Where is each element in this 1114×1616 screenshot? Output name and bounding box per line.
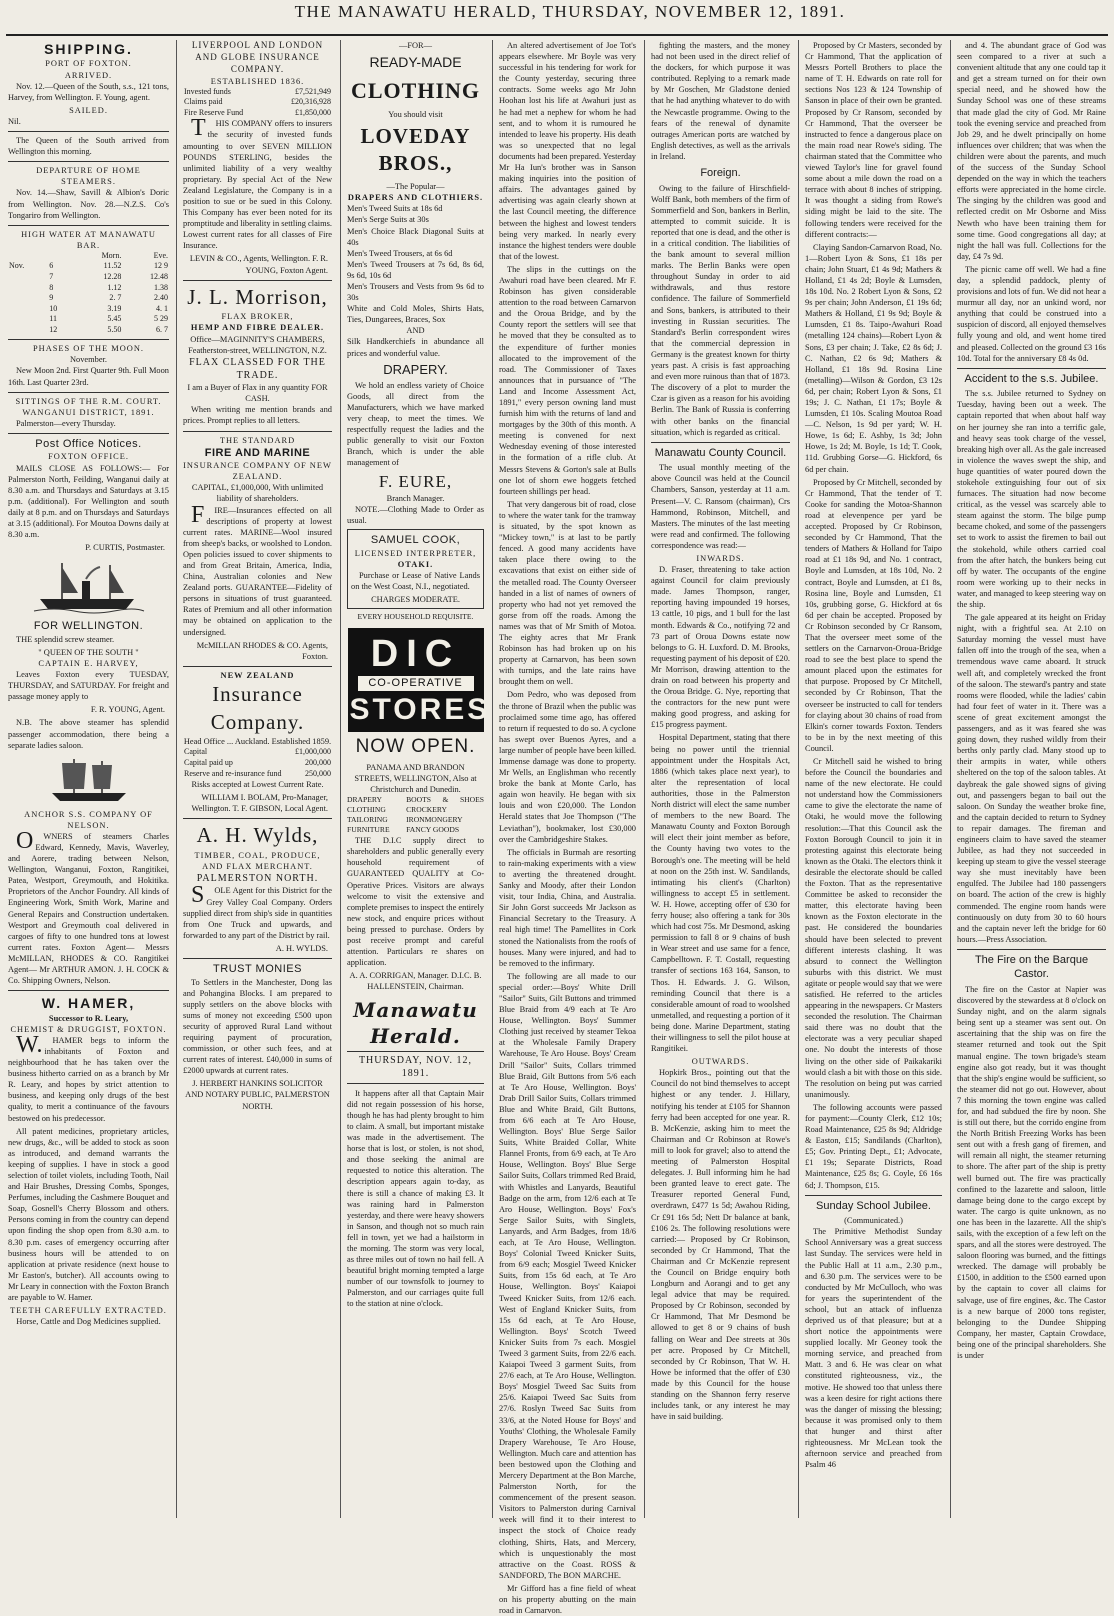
trust-monies-heading: TRUST MONIES <box>183 958 332 977</box>
liverpool-text: THIS COMPANY offers to insurers the security of invested funds amounting to over SEVEN MILLION POUNDS STERLING, besides the unlimited liability of a very wealthy proprietary. By special Act of the New Zealand Legislature, the Company is in a position to sue or be sued in this Colony. This Company has ever been noted for its promptitude and liberality in settling claims. Lowest current rates for all classes of Fire Insurance. <box>183 115 332 251</box>
foreign-text: Owing to the failure of Hirschfield-Wolff Bank, both members of the firm of Sommerfield and Son, bankers in Berlin, attempted to commit suicide. It is reported that one is dead, and the other is in a critical condition. The liabilities of the bank amount to several million marks. The Berlin Banks were open throughout Sunday in order to aid withdrawals, and thus restore confidence. The failure of Sommerfield and Sons, bankers, is attributed to their investing in Russian securities. The Standard's Berlin correspondent wires that the commercial depression in Germany is the greatest known for thirty years past. A crisis is fast approaching and even more ruinous than that of 1873. The discovery of a plot to murder the Czar is given as a reason for his avoiding Berlin. The Bank of Russia is conferring with other banks on the financial situation, which is regarded as critical. <box>651 183 790 437</box>
county-council-heading: Manawatu County Council. <box>651 442 790 461</box>
herald-nameplate: Manawatu Herald. <box>353 997 478 1048</box>
moon-heading: PHASES OF THE MOON. <box>8 339 169 354</box>
morrison-sub: FLAX BROKER, <box>221 312 294 322</box>
list-item: Men's Tweed Suits at 18s 6d <box>347 204 443 214</box>
dic-address: PANAMA AND BRANDON STREETS, WELLINGTON, Also at Christchurch and Dunedin. <box>354 762 477 795</box>
rm-court-heading: SITTINGS OF THE R.M. COURT. <box>8 392 169 407</box>
list-item: Silk Handkerchiefs in abundance all prices and wonderful value. <box>347 337 484 358</box>
liverpool-signature: LEVIN & CO., Agents, Wellington. F. R. YOUNG, Foxton Agent. <box>189 254 328 275</box>
header-rule <box>6 34 1108 36</box>
hamer-successor: Successor to R. Leary, <box>48 1013 129 1023</box>
table-row: 9 2. 7 2.40 <box>49 293 168 303</box>
list-item: Men's Serge Suits at 30s <box>347 215 429 225</box>
wylds-sub-2: PALMERSTON NORTH. <box>196 873 319 885</box>
shipping-heading: SHIPPING. <box>44 41 133 57</box>
sunday-school-heading: Sunday School Jubilee. <box>805 1195 942 1214</box>
sailed-nil: Nil. <box>8 116 21 126</box>
queen-note: The Queen of the South arrived from Wellington this morning. <box>8 131 169 157</box>
table-row: Reserve and re-insurance fund 250,000 <box>184 768 331 778</box>
nz-insurance-sub: Insurance Company. <box>210 681 305 734</box>
dic-logo-letters: DIC <box>370 633 461 676</box>
for-wellington-signature: F. R. YOUNG, Agent. <box>90 705 165 715</box>
drapers-label: DRAPERS AND CLOTHIERS. <box>347 193 484 203</box>
post-office-sub: FOXTON OFFICE. <box>48 452 129 462</box>
dic-text: THE D.I.C supply direct to shareholders and public generally every household requirement of GUARANTEED QUALITY at Co-Operative Prices. Visitors are always welcome to visit the extensive and complete premises to inspect the entirely new stock, and enquire prices without being pressed to purchase. Orders by post receive prompt and careful attention. Particulars re shares on application. <box>347 836 484 968</box>
table-row: 12 5.50 6. 7 <box>49 324 168 334</box>
column-5 <box>644 40 796 1518</box>
dic-logo-stores: STORES <box>349 692 491 726</box>
jubilee-accident-heading: Accident to the s.s. Jubilee. <box>957 368 1106 387</box>
wylds-signature: A. H. WYLDS. <box>275 943 328 953</box>
samuel-cook-sub: LICENSED INTERPRETER, <box>354 548 477 558</box>
morrison-flax: FLAX CLASSED FOR THE TRADE. <box>189 356 326 381</box>
morrison-sub-2: HEMP AND FIBRE DEALER. <box>190 323 325 333</box>
wylds-sub: TIMBER, COAL, PRODUCE, AND FLAX MERCHANT. <box>194 851 321 872</box>
nz-insurance-text: Risks accepted at Lowest Current Rate. <box>191 780 324 790</box>
nz-insurance-head-office: Head Office ... Auckland. Established 1859. <box>183 737 332 747</box>
morrison-buyer: I am a Buyer of Flax in any quantity FOR CASH. <box>187 383 328 404</box>
council-text-3: Proposed by Cr Mitchell, seconded by Cr Hammond, That the tender of T. Cooke for sanding the Motoa-Shannon road at elevenpence per yard be accepted. Proposed by Cr Robinson, seconded by Cr Hammond, That the tenders of Mathers & Holland for Taipo road at £1 18s 9d, and No. 1 contract, Boyle and Lumsden, at 18s 10d, No. 2 contract, Boyle and Lumsden, at £1 8s, Rosina line, Boyle and Lumsden, £1 10s, grubbing gorse, G. Hickford at 6s 6d per chain be accepted. Proposed by Cr Robinson seconded by Cr Ransom, That the overseer meet some of the settlers on the Carnarvon-Oroua-Bridge road to see the best place to spend the amount placed upon the estimates for that purpose. Proposed by Cr Mitchell, seconded by Cr Robinson, That the overseer be instructed to call for tenders for claying about 30 chains of road from Elkin's corner towards Foxton. Tenders to be in by the next meeting of this Council. <box>805 477 942 753</box>
hamer-text: W.HAMER begs to inform the inhabitants of Foxton and neighbourhood that he has taken over the business hitherto carried on as a branch by Mr R. Leary, and hopes by strict attention to business, and keeping only drugs of the best quality, to merit a continuance of the favours bestowed on his predecessor. <box>8 1031 169 1123</box>
sailing-ship-illustration <box>44 757 134 805</box>
high-water-heading: HIGH WATER AT MANAWATU BAR. <box>8 225 169 251</box>
high-water-table <box>8 251 169 335</box>
inwards-label: INWARDS. <box>696 553 745 563</box>
council-text-1: Proposed by Cr Masters, seconded by Cr Hammond, That the application of Messrs Portell Brothers to place the name of T. H. Edwards on rate roll for sections Nos 123 & 124 Township of Sanson in place of their own be granted. Proposed by Cr Ransom, seconded by Cr Hammond, That the overseer be instructed to fence a dangerous place on the main road near Rowe's siding. The chairman stated that the Committee who viewed Taylor's line for gravel found some about a mile down the road on a terrace with about 8 inches of stripping. It was thought a siding from Rowe's siding might be laid to the site. The following tenders were received for the different contracts:— <box>805 41 942 239</box>
table-row: Fire Reserve Fund £1,850,000 <box>184 107 331 117</box>
local-news-1: An altered advertisement of Joe Tot's appears elsewhere. Mr Boyle was very successful in his tendering for work for the County yesterday, securing three contracts. Some weeks ago Mr John Hoohan lost his life at Awahuri just as he had met a nephew for whom he had sent, and to whom it is rumoured he intended to leave his property. His death was so unexpected that no legal documents had been prepared. Yesterday Mr Ha Iun's brother was in Sanson making inquiries into the position of affairs. The advantages gained by advertising was again clearly shown at the last Council meeting, the difference between the highest and lowest tenders being very marked. In nearly every instance the highest tenders were double that of the lowest. <box>499 41 636 261</box>
departure-text: Nov. 14.—Shaw, Savill & Albion's Doric from Wellington. Nov. 28.—N.Z.S. Co's Tongariro from Wellington. <box>8 188 169 220</box>
sailed-label: SAILED. <box>69 105 108 115</box>
council-tenders: Claying Sandon-Carnarvon Road, No. 1—Robert Lyon & Sons, £1 18s per chain; John Stuart, £1 4s 9d; Mathers & Holland, £1 4s 2d; Boyle & Lumsden, 18s 10d. No. 2 Robert Lyon & Sons, £2 9s per chain; John Anderson, £1 19s 6d; Mathers & Holland, £1 9s 9d; Boyle & Lumsden, £1 8s. Taipo-Awahuri Road (metalling 124 chains)—Robert Lyon & Sons, £3 per chain; J. Take, £2 8s 6d; J. C. Nathan, £2 6s 9d; Mathers & Holland, £1 18s 9d. Rosina Line (metalling)—Wilson & Gordon, £3 12s 6d, per chain; Robert Lyon & Sons, £1 19s; J. C. Nathan, £1 17s; Boyle & Lumsden, £1 10s. Scaling Moutoa Road—C. Nelson, 1s 9d per yard; W. H. Howe, 1s 6d; E. Ashby, 1s 3d; John Howe, 1s 2d; M. Boyle, 1s 1d; T. Cook, 11d. Grubbing Gorse—G. Hickford, 6s 6d per chain. <box>805 242 942 474</box>
sunday-school-text: The Primitive Methodist Sunday School Anniversary was a great success last Sunday. The services were held in the Public Hall at 11 a.m., 2.30 p.m., and 6.30 p.m. The services were to be conducted by Mr McCulloch, who was for years the superintendent of the school, but an attack of influenza deprived us of that pleasure; but at a short notice the appointments were supplied locally. Mr Geoney took the morning service, and preached from Matt. 3 and 6. He was clear on what constituted righteousness, viz., the motive. He showed too that unless there was a keen desire for right actions there was the danger of missing the blessing; because it was promised only to them that hunger and thirst after righteousness. Mr McLean took the afternoon service and preached from Psalm 46 <box>805 1227 942 1470</box>
table-row: Nov. 6 11.52 12 9 <box>9 261 168 271</box>
nz-insurance-heading: NEW ZEALAND <box>183 666 332 681</box>
eure-sub: Branch Manager. <box>386 493 445 503</box>
drapery-heading: DRAPERY. <box>383 361 448 377</box>
liverpool-funds-table <box>183 87 332 119</box>
list-item: Men's Choice Black Diagonal Suits at 40s <box>347 226 484 247</box>
dic-categories <box>347 795 484 835</box>
hamer-heading: W. HAMER, <box>8 990 169 1012</box>
samuel-cook-heading: SAMUEL COOK, <box>370 534 461 547</box>
table-row: 11 5.45 5 29 <box>49 314 168 324</box>
now-open-heading: NOW OPEN. <box>355 735 476 757</box>
table-row: Capital £1,000,000 <box>184 747 331 757</box>
local-news-2: The slips in the cuttings on the Awahuri road have been cleared. Mr F. Robinson has given considerable attention to the road between Carnarvon and the Oroua Bridge, and by the County report the settlers will see that he moved that they be consulted as to the expenditure of further monies allocated to the improvement of the road. The Commissioner of Taxes announces that in pursuance of "The Land and Income Assessment Act, 1891," every person owning land must furnish him with the returns of land and mortgages by the 30th of this month. A meeting is convened for next Wednesday evening of those interested in the formation of a rifle club. At Messrs Stevens & Gorton's sale at Bulls one lot of shorn ewe hoggets fetched fourteen shillings per head. <box>499 264 636 496</box>
jubilee-accident-text-2: The gale appeared at its height on Friday night, with a frightful sea. At 2.10 on Saturday morning the vessel must have fallen off into the trough of the sea, when a tremendous wave came aboard. It struck well aft, and completely wrecked the front of the saloon. The steward's pantry and state rooms were flooded, while the ladies' cabin had four feet of water in it. There was a scene of great excitement amongst the passengers, and as it was feared she was going down, they rushed wildly from their berths only partly clad. Many stood up to their armpits in water, while others sheltered on the top of the saloon tables. At daybreak the gale showed signs of giving out, and passengers began to bail out the saloon. On Sunday the weather broke fine, and the captain decided to return to Sydney to repair damages. The fireman and engineers claim to have saved the steamer Jubilee, as had they not succeeded in keeping up steam to give the vessel steerage way she must inevitably have been engulfed. The Jubilee had 180 passengers on board. The action of the crew is highly commended. The engine room hands were continuously on duty from 30 to 60 hours and the captain never left the bridge for 60 hours.—Press Association. <box>957 613 1106 944</box>
samuel-cook-place: OTAKI. <box>397 559 434 569</box>
standard-capital: CAPITAL, £1,000,000, With unlimited liability of shareholders. <box>191 483 324 504</box>
newspaper-header: THE MANAWATU HERALD, THURSDAY, NOVEMBER 12, 1891. <box>294 2 846 21</box>
popular-label: —The Popular— <box>386 182 445 192</box>
inwards-text-2: Hospital Department, stating that there being no power until the triennial appointment under the Hospitals Act, 1886 (which takes place next year), to alter the representation of local authorities, those in the Palmerston North district will elect the same number of members to the new Board. The Manawatu County and Foxton Borough will elect their joint member as before, the County having two votes to the Borough's one. The meeting will be held at noon on the 25th inst. W. Sandilands, intimating his client's (Charlton) willingness to accept £5 in settlement. W. H. Howe, accepting offer of £30 for ferry house; also offering a tank for 30s which had cost 75s. Mr Desmond, asking permission to fall 8 or 9 chains of bush in Wear street and use same for a fence, Campbelltown. F. T. Costall, requesting transfer of sections 163 164, Sanson, to Thos. H. Edwards. J. G. Wilson, reminding Council that there is a considerable amount of road to woolshed unmetalled, and requesting a portion of it being done. Marine Department, stating their willingness to sell the pilot house at Rangitikei. <box>651 733 790 1054</box>
post-office-signature: P. CURTIS, Postmaster. <box>85 543 165 553</box>
morrison-address: Office—MAGINNITY'S CHAMBERS, Featherston-street, WELLINGTON, N.Z. <box>188 334 327 355</box>
rm-court-text: Palmerston—every Thursday. <box>16 418 116 428</box>
port-heading: PORT OF FOXTON. <box>45 59 132 69</box>
hamer-trade: CHEMIST & DRUGGIST, FOXTON. <box>10 1024 167 1034</box>
eure-heading: F. EURE, <box>378 471 453 491</box>
liverpool-heading: LIVERPOOL AND LONDON AND GLOBE INSURANCE COMPANY. <box>191 40 324 74</box>
moon-text: New Moon 2nd. First Quarter 9th. Full Moon 16th. Last Quarter 23rd. <box>8 366 169 387</box>
local-news-4: Dom Pedro, who was deposed from the throne of Brazil when the public was proclaimed some time ago, has offered to return if requested to do so. A cyclone has swept over Buenos Ayres, and a large number of people have been killed. Immense damage was done to property. Mr Wells, an Englishman who recently broke the bank at Monte Carlo, has again won heavily. He began with six louis and won £20,000. The London Herald states that Joe Thompson ("The Leviathan"), bookmaker, lost £30,000 over the Cambridgeshire Stakes. <box>499 690 636 844</box>
local-news-6: The following are all made to our special order:—Boys' White Drill "Sailor" Suits, Gilt Buttons and trimmed Blue Braid from 4/9 each at Te Aro House, Wellington. Boys' Summer Clothing just received by steamer Tekoa at the Wholesale Family Drapery Warehouse, Te Aro House. Boys' Cream Drill "Sailor" Suits, Collars trimmed Blue Braid, Gilt Buttons from 5/6 each at Te Aro House, Wellington. Boys' Drab Drill Sailor Suits, Collars trimmed Blue and White Braid, Gilt Buttons, from 6/6 each at Te Aro House, Wellington. Boys' Blue Serge Sailor Suits, White Braided Collar, White Flannel Fronts, from 6/9 each, at Te Aro House, Wellington. Boys' Blue Serge Sailor Suits, Collars trimmed Red Braid, with Whistles and Lanyards, Beautiful Badge on the arm, from 12/6 each at Te Aro House, Wellington. Boys' Fox's Serge Sailor Suits, with Singlets, Lanyards, and Arm Badges, from 18/6 each, at Te Aro House, Wellington. Boys' Colonial Tweed Knicker Suits, from 6/9 each; Mosgiel Tweed Knicker Suits, from 15s 6d each, at Te Aro House, Wellington. Boys' Kaiapoi Tweed Knicker Suits, from 12/6 each. West of England Knicker Suits, from 15s 6d each, at Te Aro House, Wellington. Boys' Scotch Tweed Knicker Suits from 7s each. Mosgiel Tweed 3 garment Suits, from 22/6 each. Kaiapoi Tweed 3 garment Suits, from 27/6 each, at Te Aro House, Wellington. Boys' Mosgiel Tweed Sac Suits from 25/6. Kaiapoi Tweed Sac Suits from 27/6. Roslyn Tweed Sac Suits from 33/6, at the Noted House for Boys' and Youths' Clothing, the Wholesale Family Drapery Warehouse, Te Aro House, Wellington. Much care and attention has been bestowed upon the Clothing and Mercery Department at the Bon Marche, Palmerston North, for the commencement of the present season. Visitors to Palmerston during Carnival week will find it to their interest to inspect the stock of Choice ready clothing, Shirts, Hats, and Mercery, which is unquestionably the most attractive on the Coast. ROSS & SANDFORD, The BON MARCHE. <box>499 971 636 1580</box>
samuel-cook-ad <box>347 529 484 609</box>
list-item: White and Cold Moles, Shirts Hats, Ties, Dungarees, Braces, Sox <box>347 304 484 325</box>
sunday-school-sub: (Communicated.) <box>844 1216 903 1226</box>
for-wellington-body: Leaves Foxton every TUESDAY, THURSDAY, and SATURDAY. For freight and passage money apply to <box>8 670 169 702</box>
hamer-teeth: TEETH CAREFULLY EXTRACTED. <box>10 1306 167 1316</box>
clothing-note: NOTE.—Clothing Made to Order as usual. <box>347 505 484 526</box>
post-office-text: MAILS CLOSE AS FOLLOWS:— For Palmerston North, Feilding, Wanganui daily at 8.30 a.m. and Thursdays and Saturdays at 3.15 p.m. (additional). For Wellington and south daily at 8 p.m. and on Thursdays and Saturdays at 3.15 (additional). For Moutoa Downs daily at 8.30 a.m. <box>8 463 169 540</box>
for-wellington-note: N.B. The above steamer has splendid passenger accommodation, there being a separate ladies saloon. <box>8 718 169 750</box>
morrison-heading: J. L. Morrison, <box>183 280 332 312</box>
standard-sub: FIRE AND MARINE <box>204 446 311 459</box>
council-text-4: Cr Mitchell said he wished to bring before the Council the boundaries and name of the new electorate. He could not understand how the Commissioners came to give the electorate the name of Otaki, he would move the following resolution:—That this Council ask the Foxton Borough Council to join it in protesting against this electorate being known as the Otaki. The electors think it desirable the electorate should be called the Foxton. That as the representative Committee be asked to reconsider the matter, this electorate having been known as the Foxton electorate in the past. He considered the boundaries should have been selected to prevent different interests clashing. It was absurd to connect the Wellington suburbs with this district. We must agitate or people would say that we were satisfied. He referred to the articles appearing in the newspapers. Cr Masters seconded the resolution. The Chairman said there was no doubt that the electorate was a very peculiar shaped one. No doubt the interests of those living on the other side of Paikakariki would clash a bit with those on this side. The resolution on being put was carried unanimously. <box>805 757 942 1099</box>
local-news-7: Mr Gifford has a fine field of wheat on his property abutting on the main road in Carnarvon. <box>499 1583 636 1616</box>
outwards-label: OUTWARDS. <box>691 1057 750 1067</box>
dic-signature: A. A. CORRIGAN, Manager. D.I.C. B. HALLENSTEIN, Chairman. <box>349 971 482 992</box>
council-accounts: The following accounts were passed for payment:—County Clerk, £12 10s; Road Maintenance, £25 8s 9d; Aldridge & Easton, £15; Sandilands (Charlton), £5; Gov. Printing Dept., £1; Advocate, £1 19s; Separate Districts, Road Maintenance, £25 8s; G. Coyle, £6 16s 6d; J. Thompson, £15. <box>805 1102 942 1190</box>
column-6 <box>798 40 948 1518</box>
ship-name: " QUEEN OF THE SOUTH " <box>38 647 139 657</box>
arrived-label: ARRIVED. <box>64 70 113 80</box>
list-item: Men's Trousers and Vests from 9s 6d to 30s <box>347 281 484 303</box>
steamer-illustration <box>34 559 144 615</box>
trust-monies-text: To Settlers in the Manchester, Dong las and Pohangina Blocks. I am prepared to supply settlers on the above blocks with sums of money not exceeding £500 upon security of approved Rural Land without requiring payment of procuration, commission, or other such fees, and at current rates of interest. £40,000 in sums of £2000 upwards at current rates. <box>183 977 332 1076</box>
ready-made-label: READY-MADE <box>369 54 462 71</box>
clothing-list <box>347 203 484 358</box>
sunday-school-text-3: The picnic came off well. We had a fine day, a splendid paddock, plenty of provisions and lots of fun. We did not hear a murmur all day, nor an unkind word, nor anything that could be construed into a suspicion of discord, all enjoyed themselves fully young and old, and went home tired and pleased. Collected on the ground £3 16s 10d. Total for the anniversary £8 4s 0d. <box>957 264 1106 363</box>
arrived-text: Nov. 12.—Queen of the South, s.s., 121 tons, Harvey, from Wellington. F. Young, agent. <box>8 81 169 102</box>
list-item: AND <box>406 326 425 336</box>
issue-dateline: THURSDAY, NOV. 12, 1891. <box>347 1051 484 1083</box>
column-2 <box>176 40 338 1518</box>
dic-categories-left: DRAPERY CLOTHING TAILORING FURNITURE <box>347 795 390 835</box>
household-label: EVERY HOUSEHOLD REQUISITE. <box>357 612 474 622</box>
dic-categories-right: BOOTS & SHOES CROCKERY IRONMONGERY FANCY GOODS <box>406 795 484 835</box>
hamer-text-2: All patent medicines, proprietary articles, new drugs, &c., will be added to stock as soon as introduced, and demand warrants the keeping of supplies. I have in stock a good selection of toilet violets, including Tooth, Nail and Hair Brushes, Dressing Combs, Sponges, Perfumes, including the Cashmere Bouquet and Soap, Gosnell's Cherry Blossom and others. Persons coming in from the country can depend upon finding the shop open from 8.30 a.m. to 8.30 p.m. cases of emergency occurring after business hours will be attended to on application at private residence (next house to Mr Easton's, butcher). All accounts owing to Mr Leary in connection with the Foxton Branch are payable to W. Hamer. <box>8 1126 169 1303</box>
column-3 <box>340 40 490 1518</box>
county-council-intro: The usual monthly meeting of the above Council was held at the Council Chambers, Sanson, yesterday at 11 a.m. Present—V. C. Ransom (chairman), Crs Hammond, Robinson, Mitchell, and Masters. The minutes of the last meeting were read and confirmed. The following correspondence was read:— <box>651 463 790 550</box>
table-row: Capital paid up 200,000 <box>184 757 331 767</box>
wylds-heading: A. H. Wylds, <box>183 818 332 850</box>
loveday-heading: LOVEDAY BROS., <box>360 123 471 176</box>
dic-logo <box>348 628 491 732</box>
jubilee-accident-text: The s.s. Jubilee returned to Sydney on Tuesday, having been out a week. The captain reported that when about half way on her journey she ran into a terrific gale, and heavy seas took charge of the vessel, breaking high over all. As the gale increased in violence the waves swept the ship, and huge quantities of water poured down the stokehole extinguishing four out of six furnaces. The situation had now become critical, as the vessel was scarcely able to steam against the storm. The bilge pump became choked, and some of the passengers set to work to assist the firemen to bail out the stokehold, while others carried coal from the after hatch, the bunkers being cut off by water. The occupants of the engine room were working up to their necks in water, and managed to keep steering way on the ship. <box>957 389 1106 610</box>
page-columns <box>6 40 1110 1616</box>
cablegram-text-1: fighting the masters, and the money had not been used in the direct relief of the dockers, for which purpose it was contributed. Replying to a remark made by Mr Goschen, Mr Gladstone denied that he had anything whatever to do with the Newcastle programme. Owing to the fears of the renewal of dynamite outrages American ports are watched by English detectives, as well as the arrivals in Ireland. <box>651 41 790 161</box>
visit-label: You should visit <box>388 109 443 119</box>
table-row: 8 1.12 1.38 <box>49 282 168 292</box>
dic-logo-cooperative: CO-OPERATIVE <box>358 676 474 691</box>
drapery-text: We hold an endless variety of Choice Goods, all direct from the Manufacturers, which we have marked very cheap, to meet the times. We respectfully request the ladies and the public generally to visit our Foxton Branch, which is under the able management of <box>347 380 484 468</box>
nz-insurance-table <box>183 747 332 779</box>
morrison-text: When writing me mention brands and prices. Prompt replies to all letters. <box>183 405 332 426</box>
for-label: —FOR— <box>398 41 433 50</box>
standard-heading: THE STANDARD <box>183 431 332 446</box>
samuel-cook-charges: CHARGES MODERATE. <box>371 595 460 605</box>
table-row: Claims paid £20,316,928 <box>184 97 331 107</box>
rm-court-sub: WANGANUI DISTRICT, 1891. <box>22 407 155 417</box>
table-row: 7 12.28 12.48 <box>49 271 168 281</box>
castor-fire-text: The fire on the Castor at Napier was discovered by the stewardess at 8 o'clock on Sunday night, and on the alarm signals being sent up a steamer was sent out. On ascertaining that the ship was on fire the steamer returned and took out the Spit manual engine. The town brigade's steam engine also got ready, but it was thought that the ship's engine would be sufficient, so the steamer did not go out. However, about 7 this morning the town engine was called for, and had subdued the fire by noon. She is still out there, but the corrido engine from the North British Freezing Works has been sent out with a fresh gang of firemen, and will remain all night, the steamer returning to shore. The after part of the ship is pretty well burned out. The fire was practically confined to the lazarette and saloon, little damage being done to the cargo except by water. The cargo is quite unknown, as no one has been in the lazarette. All the ship's sails, with the exception of a few left on the spars, and all the stores were destroyed. The saloon flooring was burned, and the fittings wrecked. The damage will probably be £1500, in addition to the £500 earned upon by the captain to cover all claims for salvage, use of fire engines, &c. The Castor is a new barque of 2000 tons register, belonging to the Dundee Shipping Company, her master, Captain Crowdace, being one of the principal shareholders. She is under <box>957 984 1106 1361</box>
clothing-heading: CLOTHING <box>350 77 481 103</box>
nz-insurance-signature: WILLIAM I. BOLAM, Pro-Manager, Wellington. T. F. GIBSON, Local Agent. <box>191 793 328 814</box>
column-1 <box>6 40 174 1518</box>
table-row: Invested funds £7,521,949 <box>184 86 331 96</box>
editorial-text: It happens after all that Captain Mair did not regain possession of his horse, though he has had plenty brought to him to claim. A small, but important mistake was made in the advertisement. The horse that is lost, or stolen, is not shod, and those seeking the animal are requested to notice this alteration. The description appears again to-day, as there is still a chance of making £3. It was raining hard in Palmerston yesterday, and there were heavy showers in Sanson, and though not so much rain fell in town, yet we had a hailstorm in the morning. The storm was very local, as three miles out of town no hail fell. A beautiful bright morning tempted a large number of our townsfolk to journey to Palmerston, and our carriages quite full to the station at nine o'clock. <box>347 1088 484 1309</box>
trust-monies-signature: J. HERBERT HANKINS SOLICITOR AND NOTARY PUBLIC, PALMERSTON NORTH. <box>185 1079 330 1111</box>
samuel-cook-text: Purchase or Lease of Native Lands on the West Coast, N.I., negotiated. <box>351 570 480 592</box>
column-7 <box>950 40 1110 1518</box>
list-item: Men's Tweed Trousers at 7s 6d, 8s 6d, 9s 6d, 10s 6d <box>347 259 484 280</box>
standard-sub-2: INSURANCE COMPANY OF NEW ZEALAND. <box>183 461 332 482</box>
for-wellington-heading: FOR WELLINGTON. <box>33 620 144 633</box>
standard-signature: McMILLAN RHODES & CO. Agents, Foxton. <box>196 640 328 661</box>
sunday-school-text-2: and 4. The abundant grace of God was seen compared to a river at such a convenient altitude that any one could tap it and get a stream turned on for their own special need, and he showed how the Sunday School was one of these streams that made glad the city of God. Mr Raine took the evening service and preached from Job 29, and he dwelt principally on home influences over children; that was when the children were about the parents, and much of the success of the Sunday School depended on the way in which the teachers efforts were appreciated in the home circle. The singing by the children was good and reflected credit on Mr Osborne and Miss Newth who have been training them for some time. Good congregations all day; at night the hall was full. Collections for the day, £4 7s 9d. <box>957 41 1106 261</box>
captain-name: CAPTAIN E. HARVEY, <box>38 658 139 668</box>
post-office-heading: Post Office Notices. <box>8 433 169 452</box>
standard-text: FIRE—Insurances effected on all descriptions of property at lowest current rates. MARINE—Wool insured from sheep's backs, or woolshed to London. Open policies issued to cover shipments to and from Great Britain, America, India, China, Australian colonies and New Zealand ports. GUARANTEE—Fidelity of persons in situations of trust guaranteed. Rates of Premium and all other information may be obtained on application to the undersigned. <box>183 501 332 637</box>
local-news-5: The officials in Burmah are resorting to rain-making experiments with a view to averting the threatened drought. Sanky and Moody, after their London visit, tour India, China, and Australia. Sir John Gorst succeeds Mr Jackson as Financial Secretary to the Treasury. A real high time! The Pamellites in Cork stoned the Nationalists from the roofs of houses. Many were injured, and had to be removed to the infirmary. <box>499 847 636 968</box>
castor-fire-heading: The Fire on the Barque Castor. <box>957 949 1106 982</box>
wylds-text: SOLE Agent for this District for the Grey Valley Coal Company. Orders supplied direct from ship's side in quantities from One Truck and upwards, and forwarded to any part of the District by rail. <box>183 882 332 940</box>
inwards-text: D. Fraser, threatening to take action against Council for claim previously made. James Thompson, ranger, reporting having impounded 19 horses, 13 cattle, 10 pigs, and 1 bull for the last month. Edwards & Co., notifying 72 and 73 part of Oroua Downs estate now belongs to G. H. Luxford. D. M. Brooks, requesting payment of his deposit of £20. Mr Morrison, drawing attention to the drain on road between his property and the Oroua Bridge. G. Nye, reporting that the contractors for the new punt were making good progress, and asking for £15 progress payment. <box>651 565 790 730</box>
hamer-medicines: Horse, Cattle and Dog Medicines supplied. <box>16 1317 161 1327</box>
moon-month: November. <box>70 355 107 365</box>
for-wellington-intro: THE splendid screw steamer. <box>16 634 115 644</box>
departure-heading: DEPARTURE OF HOME STEAMERS. <box>8 161 169 187</box>
anchor-company-text: OWNERS of steamers Charles Edward, Kennedy, Mavis, Waverley, and Aorere, trading between Nelson, Wellington, Wanganui, Foxton, Rangitikei, Patea, Westport, Greymouth, and Hokitika. Proprietors of the Anchor Foundry. All kinds of Engineering Work, Smith Work, Marine and General Repairs and Construction undertaken. Westport and Greymouth coal delivered in cargoes of fifty to one hundred tons at lowest current rates. Foxton Agent— Messrs McMILLAN, RHODES & CO. Rangitikei Agent— Mr ARTHUR AMON. J. H. COCK & Co. Shipping Owners, Nelson. <box>8 827 169 986</box>
table-row: 10 3.19 4. 1 <box>49 303 168 313</box>
foreign-heading: Foreign. <box>700 167 741 180</box>
local-news-3: That very dangerous bit of road, close to where the water tank for the tramway is situated, by the spot known as "Mickey town," is at last to be partly fenced. A good many accidents have taken place there owing to the excavations that exist on either side of the metalled road. The County Overseer handed in a list of names of owners of property who had not yet removed the gorse from off the roads. Among the names was that of Mr Smith of Motoa. The eighty acres that Mr Frank Robinson has had broken up on his property at Carnarvon, has been sown with turnips, and the late rains have brought them on well. <box>499 499 636 687</box>
anchor-company-heading: ANCHOR S.S. COMPANY OF NELSON. <box>24 809 153 830</box>
liverpool-established: ESTABLISHED 1836. <box>210 76 305 86</box>
table-row: Morn. Eve. <box>101 250 168 260</box>
column-4 <box>492 40 642 1616</box>
masthead <box>0 0 1114 40</box>
list-item: Men's Tweed Trousers, at 6s 6d <box>347 248 453 258</box>
outwards-text: Hopkirk Bros., pointing out that the Council do not bind themselves to accept highest or any tender. J. Hillary, notifying his tender at £105 for Shannon ferry had been accepted for one year. R. B. McKenzie, asking him to meet the Chairman and Cr Robinson at Rowe's mill to look for gravel; also to attend the meeting of Palmerston Hospital delegates. J. Bull informing him he had been granted leave to erect gate. The Treasurer reported General Fund, overdrawn, £477 1s 5d; Awahou Riding, Cr £91 16s 5d; Nett Dr balance at bank, £106 2s. The following resolutions were carried:— Proposed by Cr Robinson, seconded by Cr Hammond, That the Chairman and Cr McKenzie represent the Council on Bridge enquiry both Longburn and Aorangi and to get any legal advice that may be required. Proposed by Cr Robinson, seconded by Cr Hammond, That Mr Desmond be allowed to get 8 or 9 chains of bush falling on Wear and Dee streets at 30s per acre. Proposed by Cr Mitchell, seconded by Cr Robinson, That W. H. Howe be informed that the offer of £30 made by this Council for the house standing on the Shannon ferry reserve includes tank, or any interest he may have in said building. <box>651 1068 790 1422</box>
